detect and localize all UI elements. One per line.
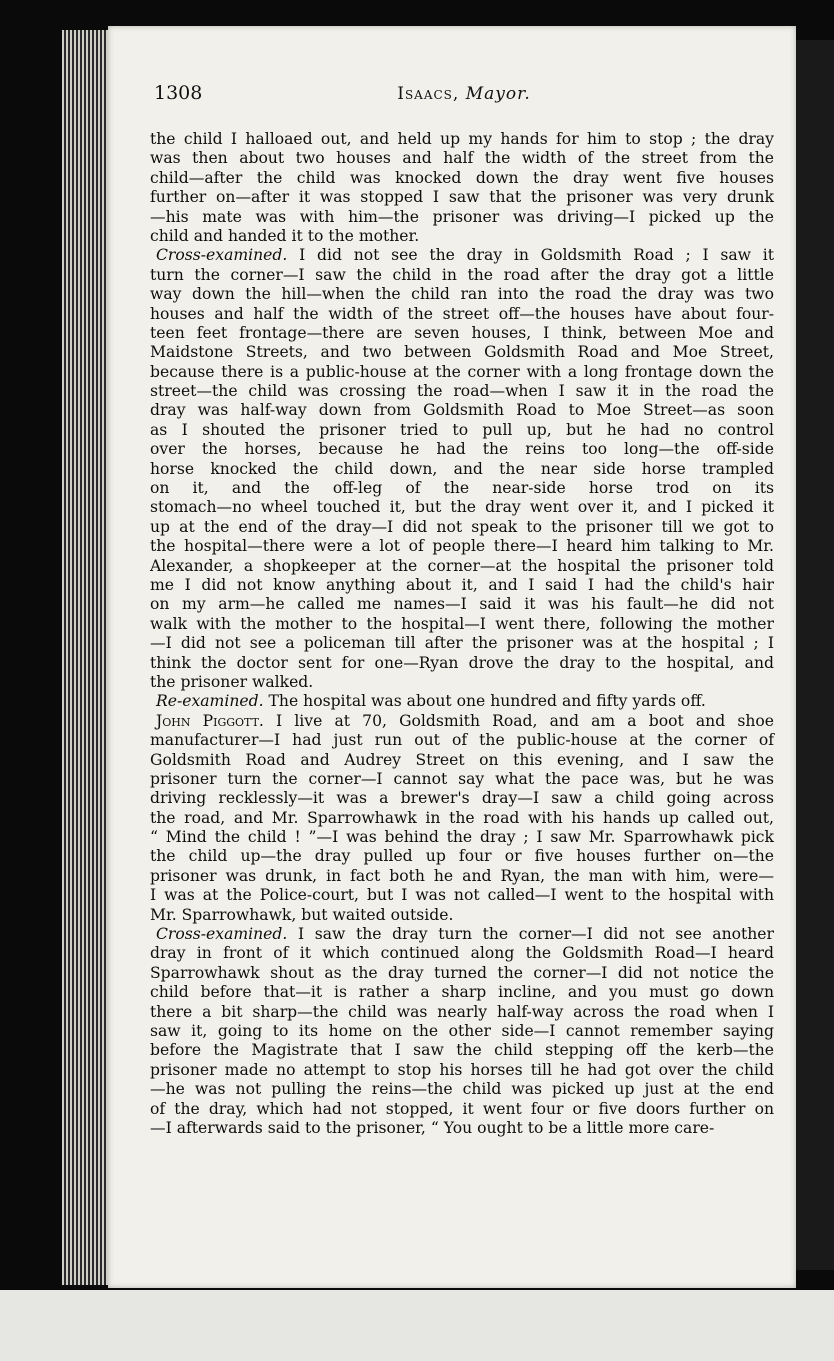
text-line bbox=[150, 1061, 774, 1080]
running-title-role: Mayor. bbox=[465, 84, 531, 104]
text-line bbox=[150, 479, 774, 498]
line-text: “ Mind the child ! ”—I was behind the dray ; I saw Mr. Sparrowhawk pick bbox=[150, 828, 774, 847]
text-line bbox=[150, 1022, 774, 1041]
text-line bbox=[150, 227, 774, 246]
text-line bbox=[150, 615, 774, 634]
line-text: Sparrowhawk shout as the dray turned the corner—I did not notice the bbox=[150, 963, 774, 982]
text-line bbox=[150, 828, 774, 847]
text-line bbox=[150, 285, 774, 304]
text-line bbox=[150, 576, 774, 595]
text-line bbox=[150, 964, 774, 983]
book-cover-edge bbox=[790, 40, 834, 1270]
text-line bbox=[150, 595, 774, 614]
text-line bbox=[150, 130, 774, 149]
text-line bbox=[150, 673, 774, 692]
line-text: street—the child was crossing the road—when I saw it in the road the bbox=[150, 382, 774, 401]
line-text: on it, and the off-leg of the near-side horse trod on its bbox=[150, 479, 774, 498]
text-line bbox=[150, 731, 774, 750]
line-text: turn the corner—I saw the child in the road after the dray got a little bbox=[150, 265, 774, 284]
page-header bbox=[154, 82, 774, 122]
line-text: child before that—it is rather a sharp incline, and you must go down bbox=[150, 983, 774, 1002]
text-line bbox=[150, 421, 774, 440]
line-text: Alexander, a shopkeeper at the corner—at the hospital the prisoner told bbox=[150, 556, 774, 575]
line-text: was then about two houses and half the width of the street from the bbox=[150, 149, 774, 168]
line-text: the child I halloaed out, and held up my hands for him to stop ; the dray bbox=[150, 130, 774, 148]
running-title-surname: Isaacs, bbox=[397, 84, 460, 104]
line-text: the road, and Mr. Sparrowhawk in the road with his hands up called out, bbox=[150, 808, 774, 827]
text-line bbox=[150, 149, 774, 168]
text-line bbox=[150, 809, 774, 828]
text-line bbox=[150, 1003, 774, 1022]
book-page-edges bbox=[62, 30, 112, 1285]
line-text: the prisoner walked. bbox=[150, 672, 314, 691]
line-text: I saw the dray turn the corner—I did not see another bbox=[297, 925, 774, 944]
line-text: of the dray, which had not stopped, it went four or five doors further on bbox=[150, 1099, 774, 1118]
text-line bbox=[150, 886, 774, 905]
line-text: stomach—no wheel touched it, but the dray went over it, and I picked it bbox=[150, 498, 774, 517]
line-text: I live at 70, Goldsmith Road, and am a boot and shoe bbox=[276, 711, 774, 730]
text-line bbox=[150, 324, 774, 343]
paragraph bbox=[150, 712, 774, 925]
line-text: walk with the mother to the hospital—I went there, following the mother bbox=[150, 614, 774, 633]
line-text: prisoner made no attempt to stop his horses till he had got over the child bbox=[150, 1060, 774, 1079]
page-number: 1308 bbox=[154, 82, 203, 104]
line-text: on my arm—he called me names—I said it was his fault—he did not bbox=[150, 595, 774, 614]
section-heading: Cross-examined. bbox=[156, 246, 288, 265]
line-text: the hospital—there were a lot of people there—I heard him talking to Mr. bbox=[150, 537, 774, 556]
text-line bbox=[150, 401, 774, 420]
text-line bbox=[150, 518, 774, 537]
line-text: prisoner was drunk, in fact both he and Ryan, the man with him, were— bbox=[150, 866, 774, 885]
text-line bbox=[150, 305, 774, 324]
line-text: teen feet frontage—there are seven houses, I think, between Moe and bbox=[150, 323, 774, 342]
line-text: driving recklessly—it was a brewer's dray—I saw a child going across bbox=[150, 789, 774, 808]
section-heading: Cross-examined. bbox=[156, 925, 288, 944]
line-text: The hospital was about one hundred and fifty yards off. bbox=[268, 692, 706, 711]
paragraph bbox=[150, 130, 774, 246]
text-line bbox=[150, 944, 774, 963]
text-line bbox=[150, 770, 774, 789]
text-line bbox=[150, 208, 774, 227]
paragraph bbox=[150, 925, 774, 1138]
line-text: think the doctor sent for one—Ryan drove the dray to the hospital, and bbox=[150, 653, 774, 672]
paragraph bbox=[150, 692, 774, 711]
line-text: because there is a public-house at the corner with a long frontage down the bbox=[150, 362, 774, 381]
section-heading: Re-examined. bbox=[156, 692, 264, 711]
line-text: —he was not pulling the reins—the child was picked up just at the end bbox=[150, 1080, 774, 1099]
line-text: dray was half-way down from Goldsmith Road to Moe Street—as soon bbox=[150, 401, 774, 420]
line-text: there a bit sharp—the child was nearly half-way across the road when I bbox=[150, 1002, 774, 1021]
running-title bbox=[154, 84, 774, 104]
line-text: way down the hill—when the child ran into the road the dray was two bbox=[150, 285, 774, 304]
text-line bbox=[150, 246, 774, 265]
line-text: I did not see the dray in Goldsmith Road ; I saw it bbox=[299, 246, 774, 265]
text-line bbox=[150, 343, 774, 362]
text-line bbox=[150, 867, 774, 886]
line-text: manufacturer—I had just run out of the public-house at the corner of bbox=[150, 731, 774, 750]
text-line bbox=[150, 440, 774, 459]
text-line bbox=[150, 634, 774, 653]
line-text: —I afterwards said to the prisoner, “ You ought to be a little more care- bbox=[150, 1118, 715, 1137]
line-text: child—after the child was knocked down the dray went five houses bbox=[150, 168, 774, 187]
line-text: Maidstone Streets, and two between Goldsmith Road and Moe Street, bbox=[150, 343, 774, 362]
scanner-bed bbox=[0, 1290, 834, 1361]
text-line bbox=[150, 1119, 774, 1138]
text-line bbox=[150, 498, 774, 517]
line-text: Mr. Sparrowhawk, but waited outside. bbox=[150, 905, 454, 924]
witness-name: John Piggott. bbox=[156, 711, 264, 730]
text-line bbox=[150, 847, 774, 866]
text-line bbox=[150, 363, 774, 382]
text-line bbox=[150, 557, 774, 576]
paragraph bbox=[150, 246, 774, 692]
line-text: —I did not see a policeman till after the prisoner was at the hospital ; I bbox=[150, 634, 774, 653]
line-text: child and handed it to the mother. bbox=[150, 226, 420, 245]
text-line bbox=[150, 1080, 774, 1099]
text-line bbox=[150, 654, 774, 673]
line-text: up at the end of the dray—I did not speak to the prisoner till we got to bbox=[150, 517, 774, 536]
line-text: I was at the Police-court, but I was not called—I went to the hospital with bbox=[150, 886, 774, 905]
line-text: before the Magistrate that I saw the child stepping off the kerb—the bbox=[150, 1041, 774, 1060]
line-text: saw it, going to its home on the other side—I cannot remember saying bbox=[150, 1021, 774, 1040]
text-line bbox=[150, 789, 774, 808]
text-line bbox=[150, 382, 774, 401]
testimony-text bbox=[150, 130, 774, 1138]
line-text: Goldsmith Road and Audrey Street on this evening, and I saw the bbox=[150, 750, 774, 769]
text-line bbox=[150, 751, 774, 770]
line-text: further on—after it was stopped I saw that the prisoner was very drunk bbox=[150, 188, 774, 207]
text-line bbox=[150, 1100, 774, 1119]
text-line bbox=[150, 169, 774, 188]
line-text: as I shouted the prisoner tried to pull up, but he had no control bbox=[150, 420, 774, 439]
text-line bbox=[150, 1041, 774, 1060]
line-text: the child up—the dray pulled up four or five houses further on—the bbox=[150, 847, 774, 866]
text-line bbox=[150, 692, 774, 711]
line-text: —his mate was with him—the prisoner was driving—I picked up the bbox=[150, 207, 774, 226]
text-line bbox=[150, 925, 774, 944]
line-text: horse knocked the child down, and the near side horse trampled bbox=[150, 459, 774, 478]
book-page bbox=[108, 26, 796, 1288]
text-line bbox=[150, 983, 774, 1002]
text-line bbox=[150, 906, 774, 925]
line-text: dray in front of it which continued along the Goldsmith Road—I heard bbox=[150, 944, 774, 963]
line-text: houses and half the width of the street off—the houses have about four- bbox=[150, 304, 774, 323]
line-text: me I did not know anything about it, and I said I had the child's hair bbox=[150, 575, 774, 594]
text-line bbox=[150, 188, 774, 207]
text-line bbox=[150, 537, 774, 556]
text-line bbox=[150, 266, 774, 285]
line-text: over the horses, because he had the reins too long—the off-side bbox=[150, 440, 774, 459]
line-text: prisoner turn the corner—I cannot say what the pace was, but he was bbox=[150, 769, 774, 788]
text-line bbox=[150, 712, 774, 731]
text-line bbox=[150, 460, 774, 479]
